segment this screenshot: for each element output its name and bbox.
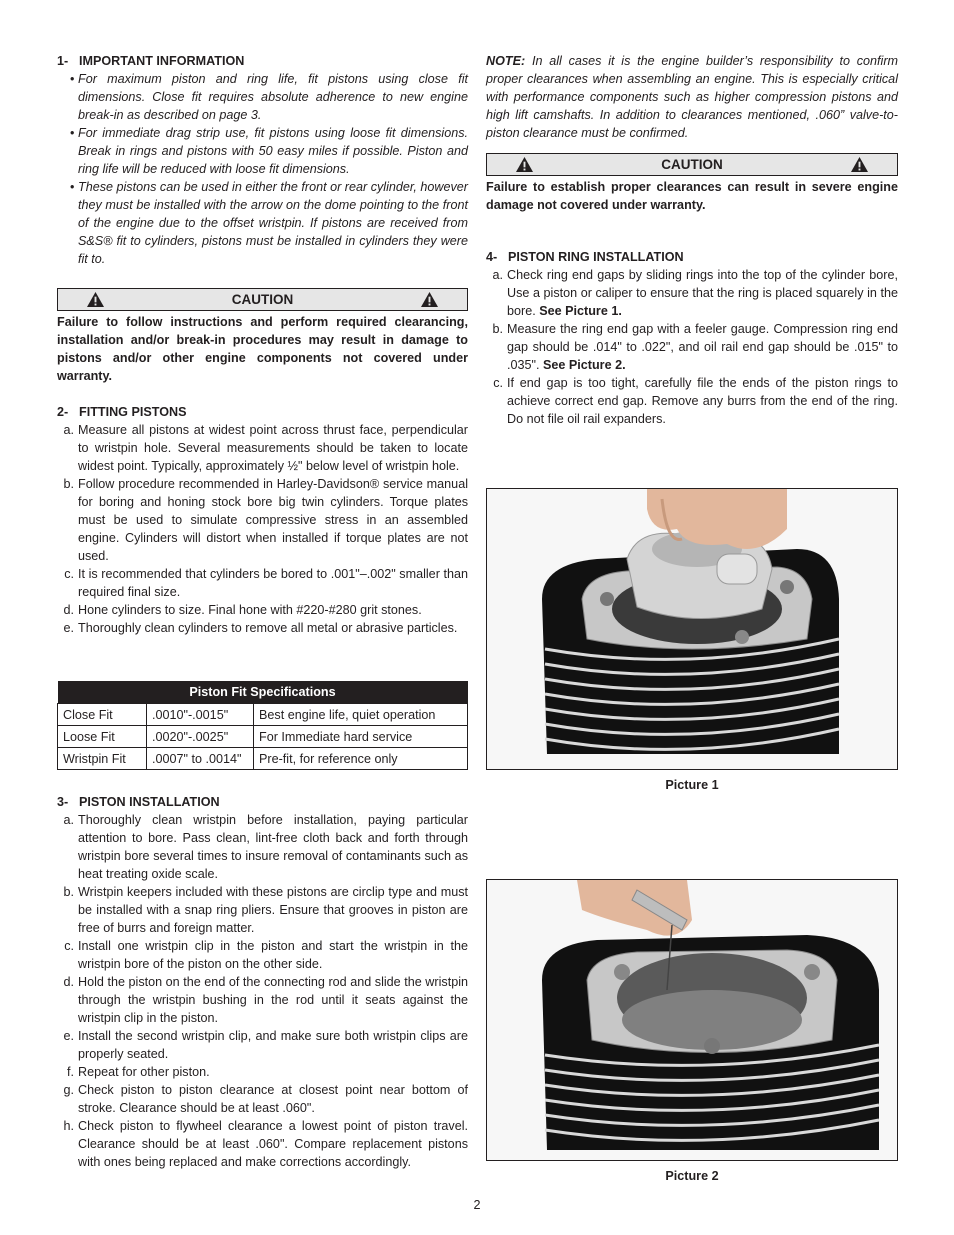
caution-text: Failure to follow instructions and perform required clearancing, installation and/or break-in procedures may result in damage to pistons and/or other engine components not covered under warranty. [57,315,468,383]
list-item: e. Thoroughly clean cylinders to remove all metal or abrasive particles. [63,621,458,635]
list-item: b. Follow procedure recommended in Harley-Davidson® service manual for boring and honing stock bore big twin cylinders. Torque plates must be used to simulate compressive stress in an assembled engine. Cylinders will distort when installed if torque plates are not used. [63,477,468,563]
warning-icon [420,291,439,308]
picture-2-caption: Picture 2 [665,1169,719,1183]
list-item: b. Wristpin keepers included with these pistons are circlip type and must be installed with a snap ring pliers. Ensure that grooves in piston are free of burrs and foreign matter. [63,885,468,935]
list-item: c. Install one wristpin clip in the piston and start the wristpin in the wristpin bore of the piston on the other side. [64,939,468,971]
warning-icon [850,156,869,173]
piston-installation-list [57,811,468,1171]
list-item: e. Install the second wristpin clip, and make sure both wristpin clips are properly seated. [63,1029,468,1061]
page-number: 2 [473,1198,481,1212]
caution-label: CAUTION [661,157,723,172]
list-item: c. It is recommended that cylinders be bored to .001"–.002" smaller than required final size. [64,567,468,599]
table-title: Piston Fit Specifications [58,681,468,704]
piston-in-cylinder-photo [486,488,898,770]
picture-1-caption: Picture 1 [665,778,719,792]
list-item: f. Repeat for other piston. [67,1065,210,1079]
fitting-pistons-list [57,421,468,637]
caution-text: Failure to establish proper clearances can result in severe engine damage not covered under warranty. [486,180,898,212]
list-item: a. Check ring end gaps by sliding rings into the top of the cylinder bore, Use a piston or caliper to ensure that the ring is placed squarely in the bore. See Picture 1. [492,268,898,318]
list-item: b. Measure the ring end gap with a feeler gauge. Compression ring end gap should be .014" to .022", and oil rail end gap should be .015" to .035". See Picture 2. [492,322,898,372]
section-3-heading: 3- PISTON INSTALLATION [57,795,220,809]
section-1-heading: 1- IMPORTANT INFORMATION [57,54,245,68]
list-item: • For immediate drag strip use, fit pistons using loose fit dimensions. Break in rings and pistons with 50 easy miles if possible. Piston and ring life will be reduced with loose fit dimensions. [57,124,468,178]
picture-1 [486,488,898,794]
list-item: c. If end gap is too tight, carefully file the ends of the piston rings to achieve correct end gap. Remove any burrs from the end of the ring. Do not file oil rail expanders. [493,376,898,426]
caution-banner [57,288,468,311]
table-row: Close Fit .0010"-.0015" Best engine life, quiet operation [58,704,468,726]
section-4-heading: 4- PISTON RING INSTALLATION [486,250,684,264]
list-item: d. Hone cylinders to size. Final hone with #220-#280 grit stones. [63,603,422,617]
builder-note: NOTE: In all cases it is the engine builder’s responsibility to confirm proper clearances when assembling an engine. This is especially critical with performance components such as higher compression pistons and high lift camshafts. In addition to clearances mentioned, .060” valve-to-piston clearance must be confirmed. [486,54,898,140]
piston-fit-table [57,681,468,770]
warning-icon [515,156,534,173]
caution-label: CAUTION [231,292,294,307]
section-2-heading: 2- FITTING PISTONS [57,405,187,419]
list-item: • These pistons can be used in either the front or rear cylinder, however they must be installed with the arrow on the dome pointing to the front of the engine due to the offset wristpin. If pistons are received from S&S® fit to cylinders, pistons must be installed in cylinders they were fit to. [57,178,468,268]
cylinder-image [487,880,897,1160]
important-info-list [57,70,468,268]
list-item: d. Hold the piston on the end of the connecting rod and slide the wristpin through the wristpin bushing in the rod until it seats against the wristpin clip in the piston. [63,975,468,1025]
warning-icon [86,291,105,308]
left-column [57,52,468,1171]
right-column [486,52,898,428]
cylinder-image [487,489,897,769]
list-item: a. Thoroughly clean wristpin before installation, paying particular attention to bore. Pass clean, lint-free cloth back and forth through wristpin bore several times to insure removal of contaminants such as heat treating oxide scale. [63,813,468,881]
picture-2 [486,879,898,1185]
list-item: a. Measure all pistons at widest point across thrust face, perpendicular to wristpin hole. Several measurements should be taken to locate widest point. Typically, approximately ½" below level of wristpin hole. [63,423,468,473]
list-item: g. Check piston to piston clearance at closest point near bottom of stroke. Clearance should be at least .060". [63,1083,468,1115]
ring-installation-list [486,266,898,428]
list-item: • For maximum piston and ring life, fit pistons using close fit dimensions. Close fit requires absolute adherence to new engine break-in as described on page 3. [57,70,468,124]
table-row: Loose Fit .0020"-.0025" For Immediate hard service [58,726,468,748]
list-item: h. Check piston to flywheel clearance a lowest point of piston travel. Clearance should be at least .060". Compare replacement pistons with ones being replaced and make corrections accordingly. [63,1119,468,1169]
feeler-gauge-photo [486,879,898,1161]
table-row: Wristpin Fit .0007" to .0014" Pre-fit, for reference only [58,748,468,770]
caution-banner [486,153,898,176]
